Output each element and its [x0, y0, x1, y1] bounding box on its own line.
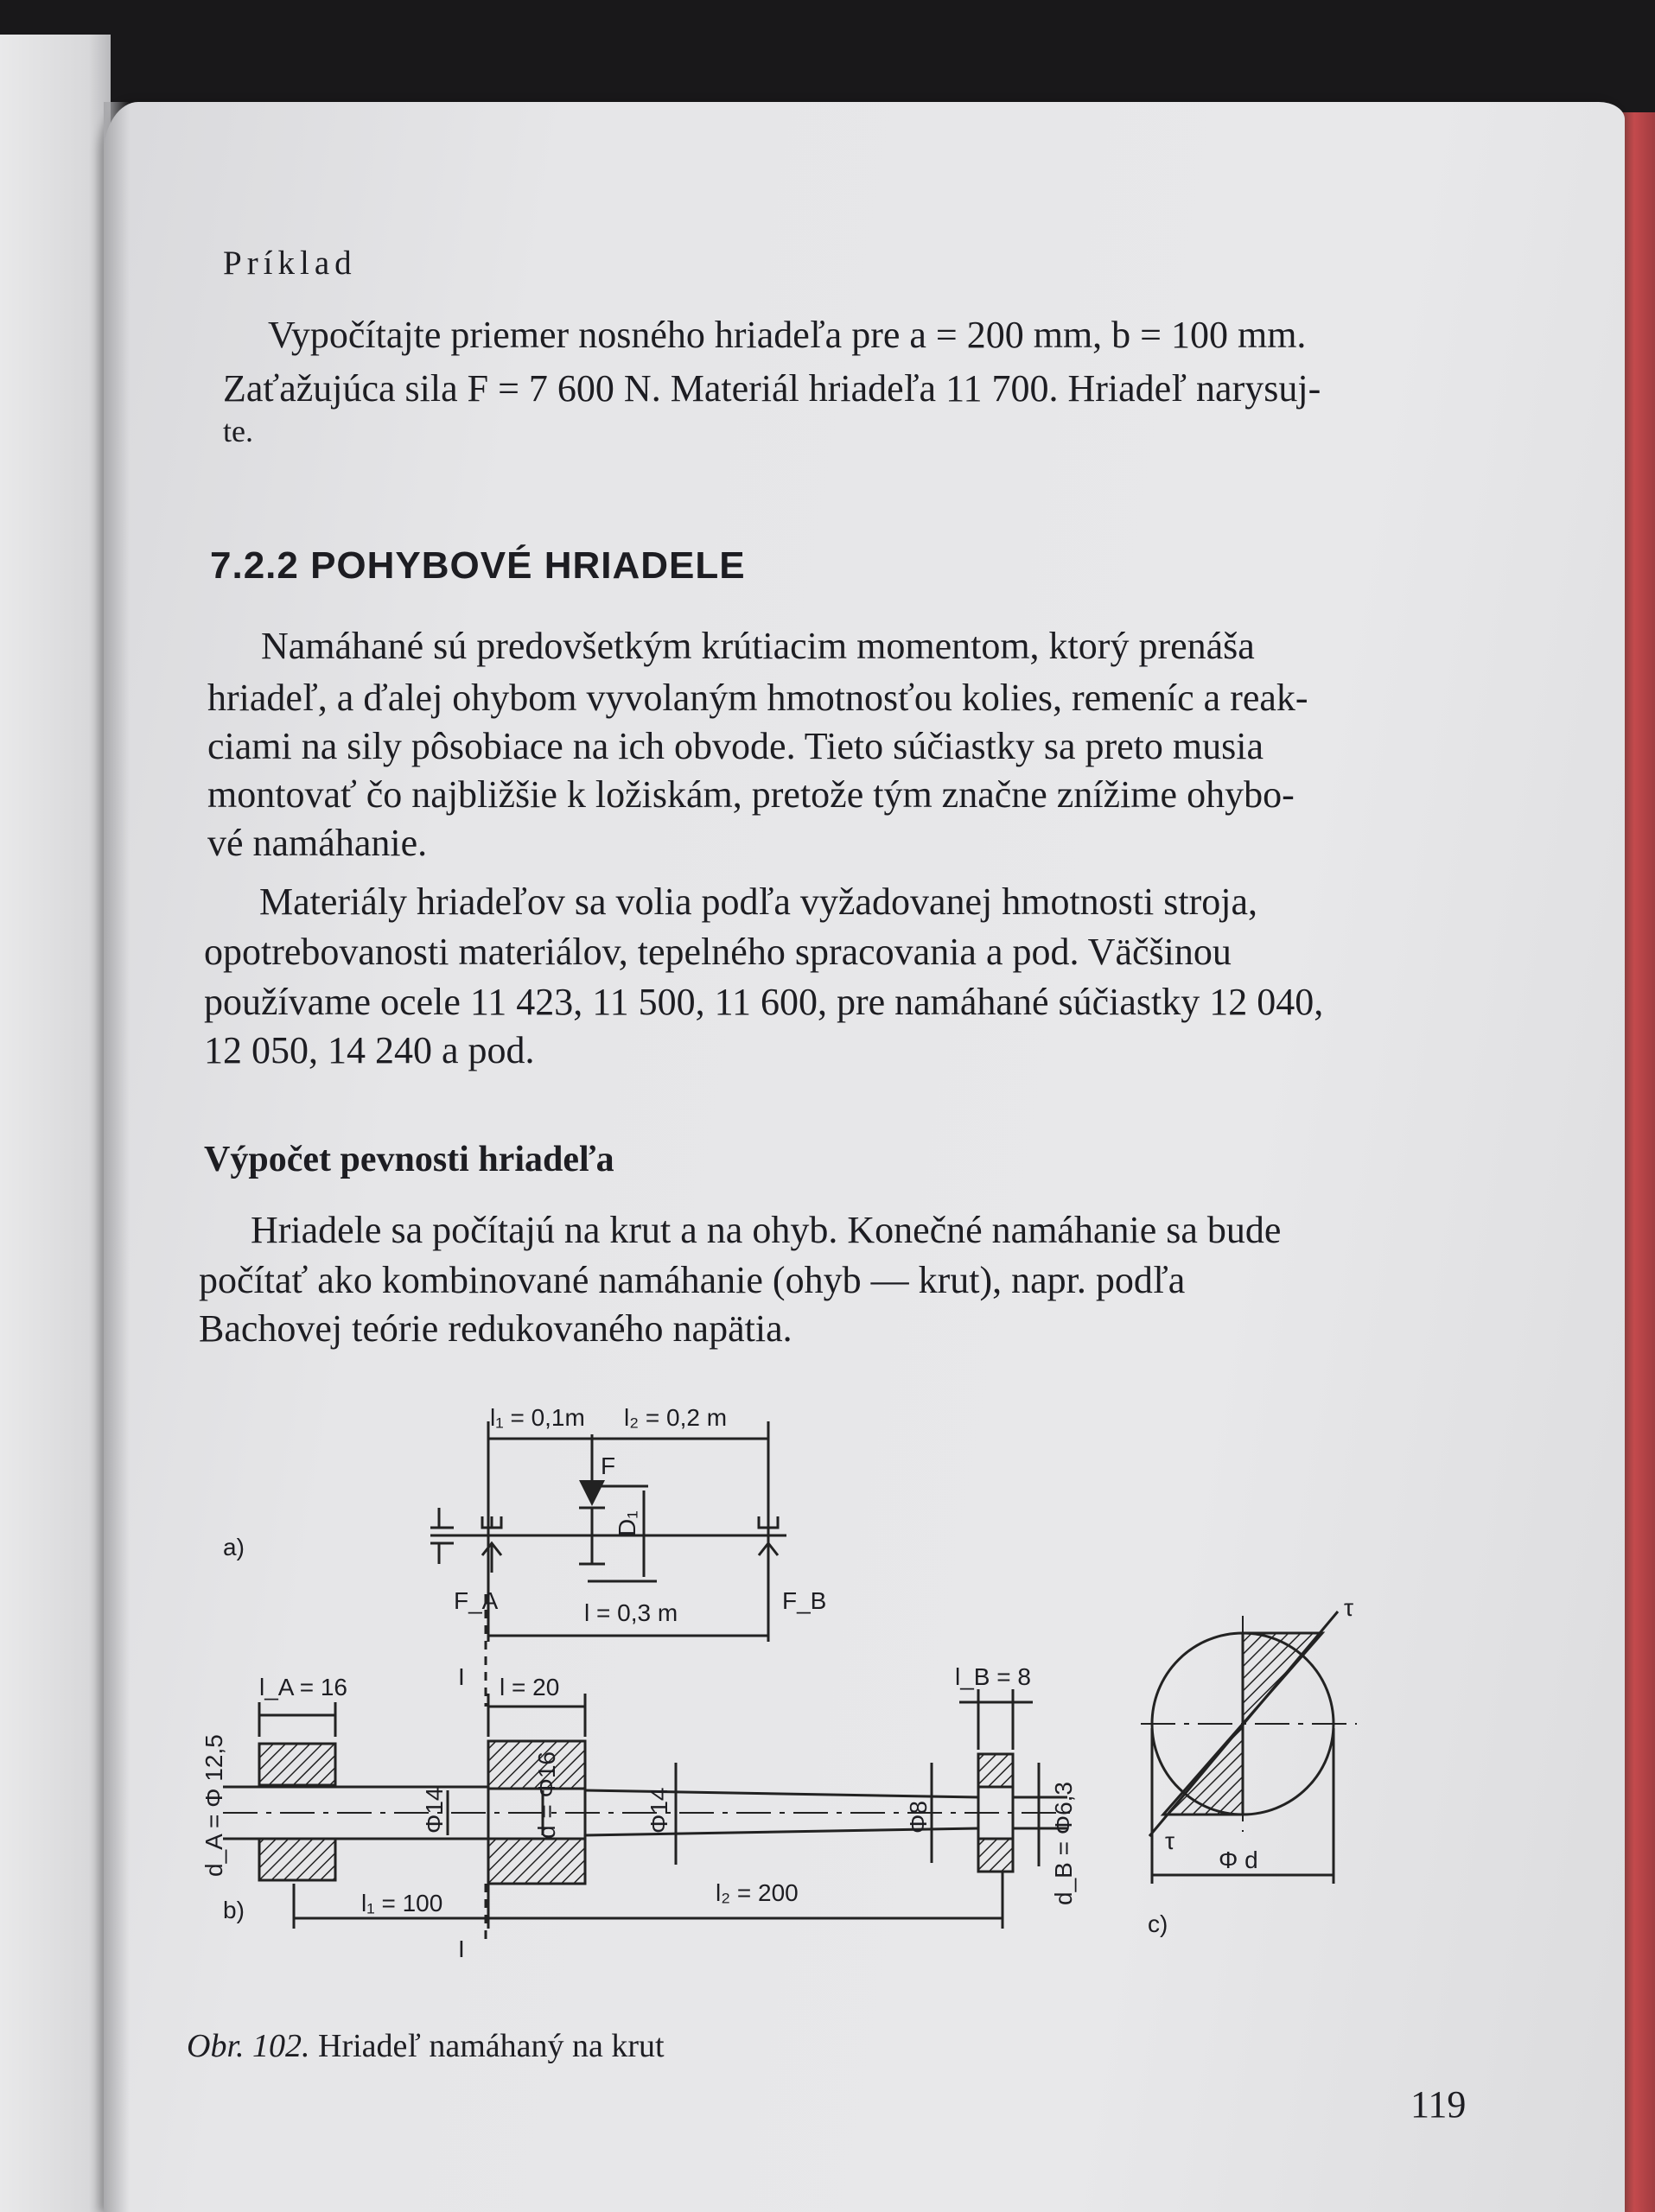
example-line-2: Zaťažujúca sila F = 7 600 N. Materiál hriadeľa 11 700. Hriadeľ narysuj- — [223, 367, 1321, 410]
figure-a-l2: l₂ = 0,2 m — [624, 1404, 728, 1431]
figure-b-d8: Φ8 — [905, 1801, 932, 1834]
figure-caption-text: Hriadeľ namáhaný na krut — [309, 2028, 665, 2064]
figure-b-d16: d = Φ16 — [533, 1751, 560, 1839]
figure-b-db: d_B = Φ6,3 — [1050, 1782, 1077, 1905]
paragraph-3-line-3: Bachovej teórie redukovaného napätia. — [199, 1307, 792, 1350]
section-heading: 7.2.2 POHYBOVÉ HRIADELE — [210, 544, 746, 587]
figure-a-l1: l₁ = 0,1m — [490, 1404, 585, 1431]
example-line-3: te. — [223, 414, 253, 448]
figure-a-label: a) — [223, 1534, 245, 1560]
paragraph-2-line-2: opotrebovanosti materiálov, tepelného spracovania a pod. Väčšinou — [204, 931, 1232, 973]
paragraph-1-line-5: vé namáhanie. — [207, 822, 428, 864]
figure-c-diameter: Φ d — [1219, 1847, 1258, 1873]
figure-b-l1: l₁ = 100 — [361, 1890, 443, 1916]
paragraph-1-line-2: hriadeľ, a ďalej ohybom vyvolaným hmotnosťou kolies, remeníc a reak- — [207, 677, 1308, 719]
figure-a-fa: F_A — [454, 1587, 499, 1614]
paragraph-2-line-1: Materiály hriadeľov sa volia podľa vyžadovanej hmotnosti stroja, — [259, 880, 1257, 923]
figure-caption — [187, 2027, 665, 2065]
page-number: 119 — [1410, 2083, 1467, 2126]
figure-b-da: d_A = Φ 12,5 — [201, 1734, 227, 1877]
figure-b-d14b: Φ14 — [646, 1787, 672, 1834]
figure-b-section-bottom: I — [458, 1936, 465, 1962]
figure-a-fb: F_B — [782, 1587, 827, 1614]
paragraph-3-line-2: počítať ako kombinované namáhanie (ohyb — krut), napr. podľa — [199, 1259, 1186, 1301]
figure-b-la: l_A = 16 — [259, 1674, 347, 1700]
figure-a-d1: D₁ — [614, 1510, 640, 1536]
figure-b-section-top: I — [458, 1663, 465, 1690]
figure-b-label: b) — [223, 1897, 245, 1923]
example-title: Príklad — [223, 245, 357, 282]
figure-caption-prefix: Obr. 102. — [187, 2028, 310, 2064]
paragraph-3-line-1: Hriadele sa počítajú na krut a na ohyb. Konečné namáhanie sa bude — [251, 1209, 1282, 1251]
paragraph-1-line-4: montovať čo najbližšie k ložiskám, pretože tým značne znížime ohybo- — [207, 773, 1295, 816]
figure-c-tau-bottom: τ — [1165, 1827, 1175, 1854]
paragraph-2-line-4: 12 050, 14 240 a pod. — [204, 1029, 535, 1071]
paragraph-2-line-3: používame ocele 11 423, 11 500, 11 600, pre namáhané súčiastky 12 040, — [204, 981, 1324, 1023]
subheading: Výpočet pevnosti hriadeľa — [204, 1140, 614, 1179]
paragraph-1-line-3: ciami na sily pôsobiace na ich obvode. Tieto súčiastky sa preto musia — [207, 725, 1264, 767]
figure-b-d14a: Φ14 — [421, 1787, 448, 1834]
figure-c-label: c) — [1148, 1910, 1168, 1937]
figure-c-tau-top: τ — [1344, 1594, 1354, 1621]
example-line-1: Vypočítajte priemer nosného hriadeľa pre a = 200 mm, b = 100 mm. — [268, 314, 1307, 356]
figure-b-l2: l₂ = 200 — [716, 1879, 799, 1906]
figure-b — [223, 1594, 1072, 1940]
figure-a-length: l = 0,3 m — [584, 1599, 678, 1626]
paragraph-1-line-1: Namáhané sú predovšetkým krútiacim momentom, ktorý prenáša — [261, 625, 1255, 667]
figure-a-force: F — [601, 1452, 616, 1479]
figure-b-l20: l = 20 — [500, 1674, 560, 1700]
figure-b-lb: l_B = 8 — [955, 1663, 1031, 1690]
